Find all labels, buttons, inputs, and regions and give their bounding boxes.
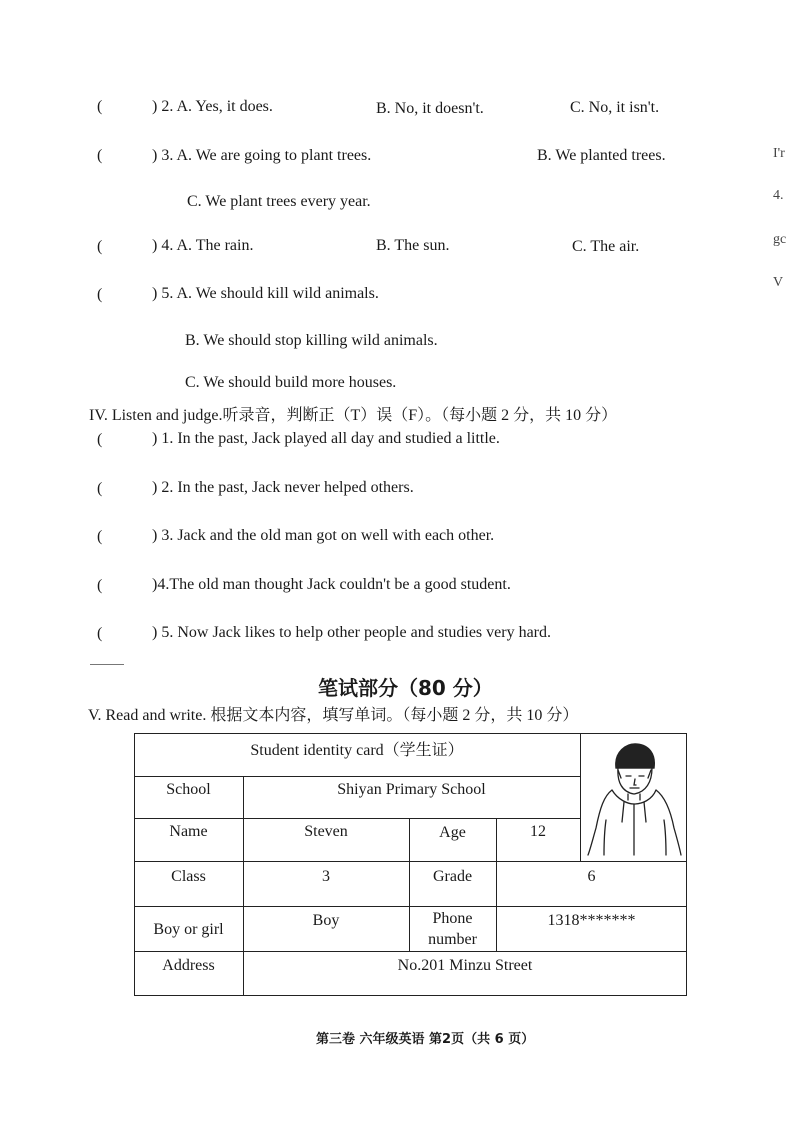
divider-mark [90,664,124,665]
school-value: Shiyan Primary School [337,781,486,798]
edge-fragment: 4. [773,188,784,203]
phone-value: 1318******* [547,912,636,929]
edge-fragment: V [773,275,784,290]
name-value: Steven [304,823,348,840]
phone-label-line1: Phone [432,910,473,927]
edge-fragment: I'r [773,146,785,161]
written-section-title: 笔试部分（80 分） [318,676,493,700]
q5-option-a: ) 5. A. We should kill wild animals. [152,285,379,302]
name-label: Name [169,823,208,840]
grade-label: Grade [432,868,473,885]
q4-option-a: ) 4. A. The rain. [152,237,254,254]
judge-item-text: )4.The old man thought Jack couldn't be a good student. [152,576,511,593]
grade-value: 6 [587,868,596,885]
judge-item-text: ) 1. In the past, Jack played all day and studied a little. [152,430,500,447]
address-value: No.201 Minzu Street [397,957,533,974]
class-value: 3 [322,868,330,885]
section-v-heading: V. Read and write. 根据文本内容，填写单词。（每小题 2 分，共 10 分） [88,707,579,724]
q3-option-b: B. We planted trees. [537,147,666,164]
q2-option-b: B. No, it doesn't. [376,100,484,117]
phone-label-line2: number [428,931,477,948]
edge-fragment: gc [773,232,787,247]
gender-label: Boy or girl [153,921,224,938]
class-label: Class [171,868,206,885]
address-label: Address [162,957,215,974]
section-iv-heading: IV. Listen and judge.听录音，判断正（T）误（F）。（每小题 2 分，共 10 分） [89,407,618,424]
card-title: Student identity card（学生证） [250,742,464,759]
age-label: Age [439,824,466,841]
age-value: 12 [530,823,546,840]
page-footer: 第三卷 六年级英语 第2页（共 6 页） [316,1032,535,1047]
q4-option-c: C. The air. [572,238,640,255]
gender-value: Boy [312,912,340,929]
q5-option-c: C. We should build more houses. [185,374,397,391]
q5-option-b: B. We should stop killing wild animals. [185,332,438,349]
judge-item-text: ) 3. Jack and the old man got on well with each other. [152,527,495,544]
student-photo [582,738,685,856]
q2-option-c: C. No, it isn't. [570,99,660,116]
q3-option-c: C. We plant trees every year. [187,193,371,210]
judge-item-text: ) 2. In the past, Jack never helped others. [152,479,414,496]
judge-item-text: ) 5. Now Jack likes to help other people and studies very hard. [152,624,552,641]
q4-option-b: B. The sun. [376,237,450,254]
q2-option-a: ) 2. A. Yes, it does. [152,98,273,115]
q3-option-a: ) 3. A. We are going to plant trees. [152,147,372,164]
school-label: School [166,781,211,798]
